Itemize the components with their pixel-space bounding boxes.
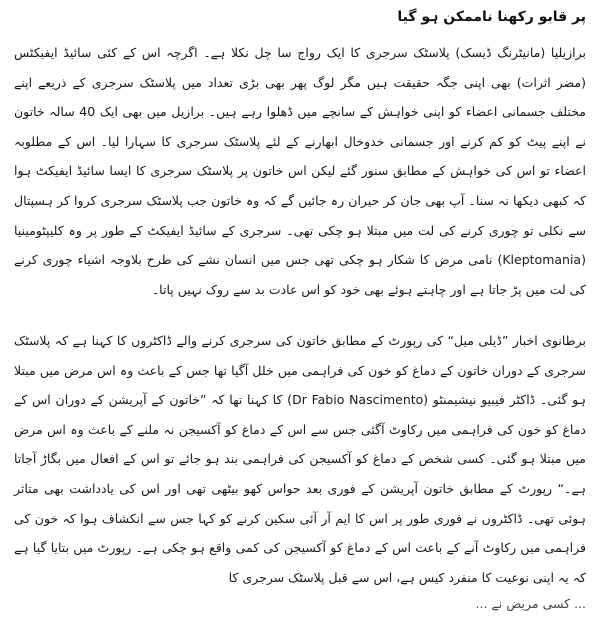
article-cut-off-line: ... کسی مریض نے ... <box>475 596 586 611</box>
article-headline: پر قابو رکھنا ناممکن ہو گیا <box>397 9 586 25</box>
article-paragraph-2: برطانوی اخبار ”ڈیلی میل“ کی رپورٹ کے مطابق خاتون کی سرجری کرنے والے ڈاکٹروں کا کہنا ہے کہ پلاسٹک سرجری کے دوران خاتون کے دماغ کو خون کی فراہمی میں خلل آگیا تھا جس کے باعث وہ اس مرض میں مبتلا ہو گئی۔ ڈاکٹر فیبیو نیشیمنٹو (Dr Fabio Nascimento) کا کہنا تھا کہ ”خاتون کے آپریشن کے دوران اس کے دماغ کو خون کی فراہمی میں رکاوٹ آگئی جس سے اس کے دماغ کو آکسیجن نہ ملنے کے باعث وہ اس مرض میں مبتلا ہو گئی۔ کسی شخص کے دماغ کو آکسیجن کی فراہمی بند ہو جائے تو اس کے افعال میں بگاڑ آجاتا ہے۔“ رپورٹ کے مطابق خاتون آپریشن کے فوری بعد حواس کھو بیٹھی تھی اور اس کی یادداشت بھی متاثر ہوئی تھی۔ ڈاکٹروں نے فوری طور پر اس کا ایم آر آئی سکین کرنے کو کہا جس سے انکشاف ہوا کہ خون کی فراہمی میں رکاوٹ آنے کے باعث اس کے دماغ کو آکسیجن کی کمی واقع ہو چکی ہے۔ رپورٹ میں بتایا گیا ہے کہ یہ اپنی نوعیت کا منفرد کیس ہے، اس سے قبل پلاسٹک سرجری کا <box>14 333 586 585</box>
article-paragraph-1: برازیلیا (مانیٹرنگ ڈیسک) پلاسٹک سرجری کا ایک رواج سا چل نکلا ہے۔ اگرچہ اس کے کئی سائیڈ ایفیکٹس (مضر اثرات) بھی اپنی جگہ حقیقت ہیں مگر لوگ پھر بھی بڑی تعداد میں پلاسٹک سرجری کے ذریعے اپنے مختلف جسمانی اعضاء کو اپنی خواہش کے سانچے میں ڈھلوا رہے ہیں۔ برازیل میں بھی ایک 40 سالہ خاتون نے اپنے پیٹ کو کم کرنے اور جسمانی خدوخال ابھارنے کے لئے پلاسٹک سرجری کا سہارا لیا۔ اس کے مطلوبہ اعضاء تو اس کی خواہش کے مطابق سنور گئے لیکن اس خاتون پر پلاسٹک سرجری کا ایسا سائیڈ ایفیکٹ ہوا کہ کبھی دیکھا نہ سنا۔ آپ بھی جان کر حیران رہ جائیں گے کہ وہ خاتون جب پلاسٹک سرجری کروا کر ہسپتال سے نکلی تو چوری کرنے کی لت میں مبتلا ہو چکی تھی۔ سرجری کے سائیڈ ایفیکٹ کے طور پر وہ کلیپٹومینیا (Kleptomania) نامی مرض کا شکار ہو چکی تھی جس میں انسان نشے کی طرح بلاوجہ اشیاء چوری کرنے کی لت میں پڑ جاتا ہے اور چاہتے ہوئے بھی خود کو اس عادت بد سے روک نہیں پاتا۔ <box>14 45 586 297</box>
